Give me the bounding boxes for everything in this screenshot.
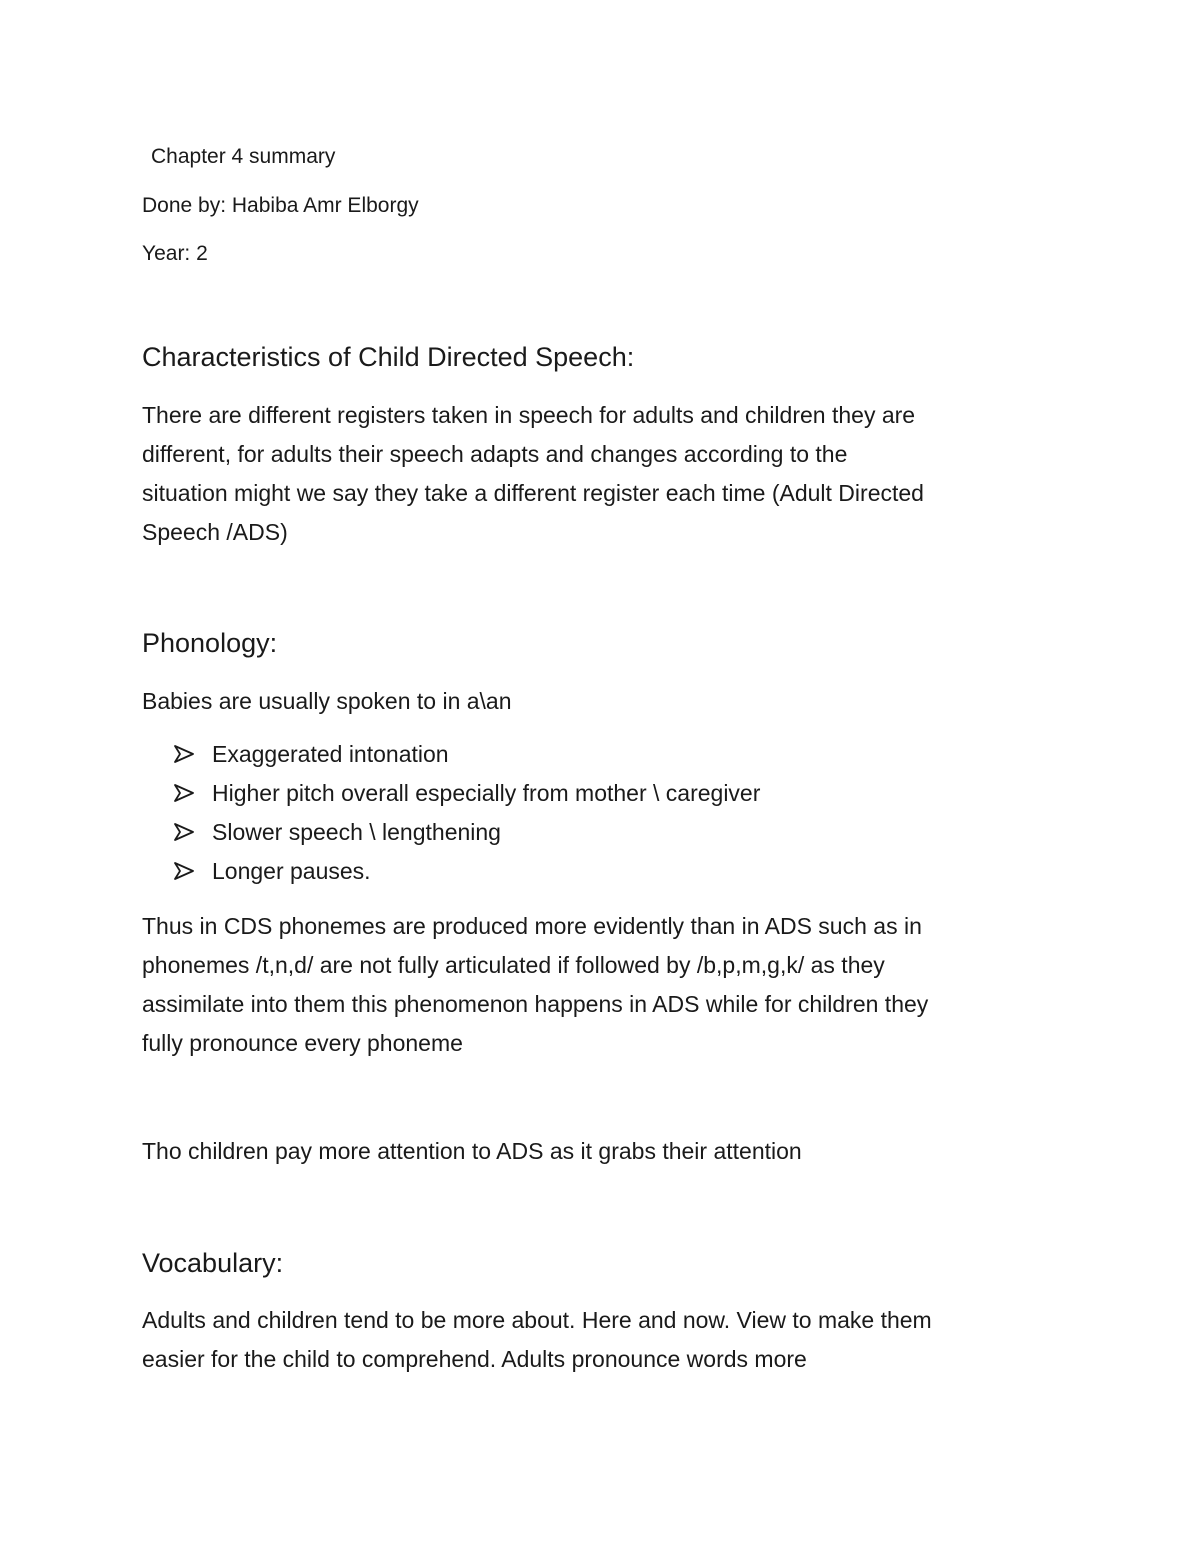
phonology-note-line: Tho children pay more attention to ADS as it grabs their attention bbox=[142, 1138, 802, 1164]
chapter-title: Chapter 4 summary bbox=[151, 145, 336, 168]
vocabulary-line: easier for the child to comprehend. Adults pronounce words more bbox=[142, 1346, 807, 1372]
bullet-item bbox=[174, 855, 760, 894]
vocabulary-heading: Vocabulary: bbox=[142, 1248, 284, 1278]
arrow-bullet-icon bbox=[174, 862, 194, 880]
bullet-text: Exaggerated intonation bbox=[212, 741, 449, 767]
phonology-bullet-list bbox=[174, 738, 760, 894]
phonology-heading: Phonology: bbox=[142, 628, 278, 658]
vocabulary-paragraph bbox=[142, 1301, 1072, 1379]
cds-line: Speech /ADS) bbox=[142, 519, 288, 545]
phonology-body-line: fully pronounce every phoneme bbox=[142, 1030, 463, 1056]
bullet-item bbox=[174, 777, 760, 816]
arrow-bullet-icon bbox=[174, 745, 194, 763]
bullet-item bbox=[174, 816, 760, 855]
phonology-note bbox=[142, 1132, 1072, 1171]
cds-heading: Characteristics of Child Directed Speech: bbox=[142, 342, 635, 372]
vocabulary-line: Adults and children tend to be more about. Here and now. View to make them bbox=[142, 1307, 932, 1333]
phonology-intro bbox=[142, 682, 1072, 721]
arrow-bullet-icon bbox=[174, 784, 194, 802]
bullet-text: Slower speech \ lengthening bbox=[212, 819, 501, 845]
phonology-intro-line: Babies are usually spoken to in a\an bbox=[142, 688, 512, 714]
cds-paragraph bbox=[142, 396, 1072, 552]
cds-line: situation might we say they take a different register each time (Adult Directed bbox=[142, 480, 924, 506]
author-line: Done by: Habiba Amr Elborgy bbox=[142, 194, 419, 217]
arrow-bullet-icon bbox=[174, 823, 194, 841]
year-line: Year: 2 bbox=[142, 242, 208, 265]
bullet-text: Longer pauses. bbox=[212, 858, 371, 884]
phonology-body-line: assimilate into them this phenomenon happens in ADS while for children they bbox=[142, 991, 929, 1017]
phonology-body-line: Thus in CDS phonemes are produced more evidently than in ADS such as in bbox=[142, 913, 922, 939]
phonology-body bbox=[142, 907, 1072, 1063]
cds-line: There are different registers taken in speech for adults and children they are bbox=[142, 402, 916, 428]
bullet-text: Higher pitch overall especially from mother \ caregiver bbox=[212, 780, 761, 806]
cds-line: different, for adults their speech adapts and changes according to the bbox=[142, 441, 848, 467]
phonology-body-line: phonemes /t,n,d/ are not fully articulated if followed by /b,p,m,g,k/ as they bbox=[142, 952, 885, 978]
bullet-item bbox=[174, 738, 760, 777]
